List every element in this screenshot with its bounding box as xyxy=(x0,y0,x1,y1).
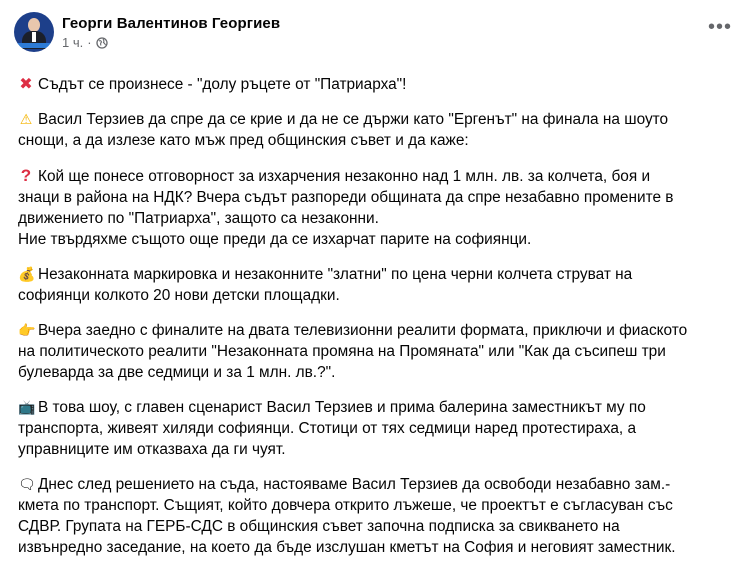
line-text: булеварда за две седмици и за 1 млн. лв.?". xyxy=(18,364,336,381)
question-mark-icon: ? xyxy=(20,166,32,185)
paragraph-line xyxy=(18,418,740,439)
paragraph-line xyxy=(18,439,740,460)
globe-icon xyxy=(96,37,108,49)
line-text: снощи, а да излезе като мъж пред общинския съвет и да каже: xyxy=(18,132,469,149)
line-text: софиянци колкото 20 нови детски площадки. xyxy=(18,287,340,304)
post-paragraph xyxy=(18,165,740,250)
line-text: знаци в района на НДК? Вчера съдът разпореди общината да спре незабавно промените в xyxy=(18,189,674,206)
line-text: Вчера заедно с финалите на двата телевизионни реалити формата, приключи и фиаското xyxy=(38,322,688,339)
line-text: В това шоу, с главен сценарист Васил Терзиев и прима балерина заместникът му по xyxy=(38,399,646,416)
line-text: СДВР. Групата на ГЕРБ-СДС в общинския съвет започна подписка за свикването на xyxy=(18,518,620,535)
paragraph-line xyxy=(18,187,740,208)
line-text: Днес след решението на съда, настояваме Васил Терзиев да освободи незабавно зам.- xyxy=(38,476,671,493)
line-text: Васил Терзиев да спре да се крие и да не се държи като "Ергенът" на финала на шоуто xyxy=(38,111,669,128)
line-text: управниците им отказваха да ги чуят. xyxy=(18,441,286,458)
post-paragraph xyxy=(18,74,740,95)
post-content xyxy=(12,74,740,558)
paragraph-line xyxy=(18,264,740,285)
post-paragraph xyxy=(18,264,740,306)
separator-dot: · xyxy=(87,35,92,50)
paragraph-line xyxy=(18,165,740,187)
line-text: Кой ще понесе отговорност за изхарчения незаконно над 1 млн. лв. за колчета, боя и xyxy=(38,168,651,185)
post-header xyxy=(12,12,736,60)
paragraph-line xyxy=(18,109,740,130)
line-text: транспорта, живеят хиляди софиянци. Стотици от тях седмици наред протестираха, а xyxy=(18,420,637,437)
pointing-hand-icon: 👉 xyxy=(18,322,36,338)
post-paragraph xyxy=(18,474,740,558)
line-text: на политическото реалити "Незаконната промяна на Промяната" или "Как да съсипеш три xyxy=(18,343,666,360)
paragraph-line xyxy=(18,516,740,537)
paragraph-line xyxy=(18,74,740,95)
line-text: извънредно заседание, на което да бъде изслушан кметът на София и неговият заместник. xyxy=(18,539,676,556)
money-bag-icon: 💰 xyxy=(18,266,36,282)
paragraph-line xyxy=(18,320,740,341)
avatar[interactable] xyxy=(14,12,54,52)
paragraph-line xyxy=(18,362,740,383)
post-meta xyxy=(62,12,280,51)
more-options-icon[interactable]: ••• xyxy=(707,16,732,38)
paragraph-line xyxy=(18,474,740,495)
warning-icon: ⚠ xyxy=(19,111,33,127)
paragraph-line xyxy=(18,397,740,418)
television-icon: 📺 xyxy=(18,399,36,415)
post-paragraph xyxy=(18,320,740,383)
post-paragraph xyxy=(18,109,740,151)
paragraph-line xyxy=(18,537,740,558)
line-text: движението по "Патриарха", защото са незаконни. xyxy=(18,210,379,227)
line-text: Съдът се произнесе - "долу ръцете от "Патриарха"! xyxy=(38,76,407,93)
paragraph-line xyxy=(18,285,740,306)
line-text: Незаконната маркировка и незаконните "златни" по цена черни колчета струват на xyxy=(38,266,633,283)
paragraph-line xyxy=(18,341,740,362)
post-subtitle xyxy=(62,35,280,51)
cross-mark-icon: ✖ xyxy=(19,76,33,93)
post-time[interactable]: 1 ч. xyxy=(62,35,84,50)
line-text: Ние твърдяхме същото още преди да се изхарчат парите на софиянци. xyxy=(18,231,532,248)
line-text: кмета по транспорт. Същият, който довчера открито лъжеше, че проектът е съгласуван със xyxy=(18,497,673,514)
paragraph-line xyxy=(18,208,740,229)
speech-bubble-icon: 🗨 xyxy=(18,476,36,492)
post-paragraph xyxy=(18,397,740,460)
paragraph-line xyxy=(18,495,740,516)
paragraph-line xyxy=(18,229,740,250)
paragraph-line xyxy=(18,130,740,151)
author-name[interactable]: Георги Валентинов Георгиев xyxy=(62,15,281,32)
